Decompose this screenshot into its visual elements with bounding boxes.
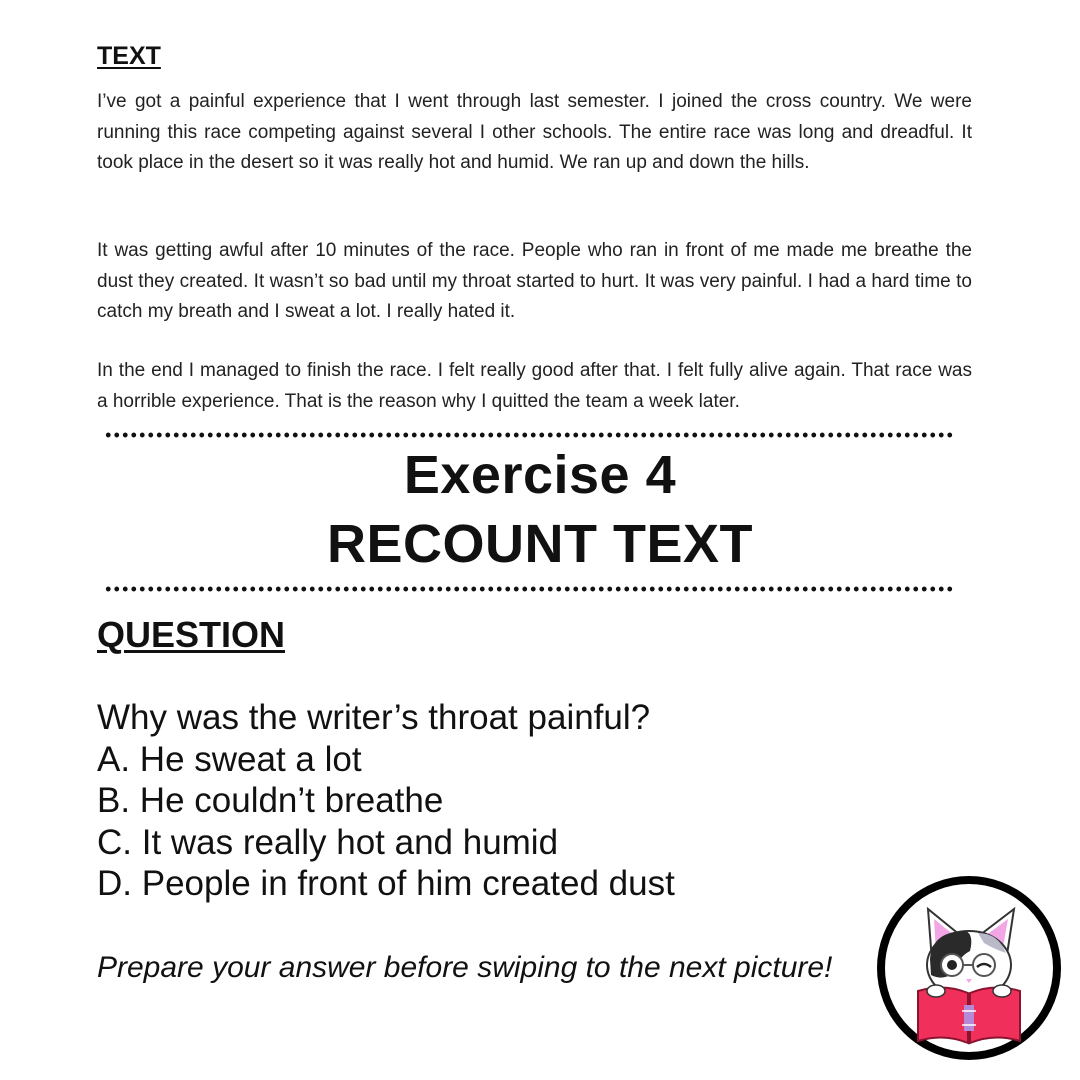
question-section-label: QUESTION <box>97 614 286 655</box>
title-exercise-number: Exercise 4 <box>403 445 677 505</box>
passage-paragraph-3: In the end I managed to finish the race. I felt really good after that. I felt fully alive again. That race was a horrible experience. That is the reason why I quitted the team a week later. <box>97 360 972 412</box>
answer-option-a: A. He sweat a lot <box>97 739 362 779</box>
cat-reading-book-icon <box>874 873 1064 1063</box>
title-text-type: RECOUNT TEXT <box>326 514 753 574</box>
answer-option-c: C. It was really hot and humid <box>97 822 559 862</box>
answer-option-d: D. People in front of him created dust <box>97 864 675 903</box>
answer-option-b: B. He couldn’t breathe <box>97 781 444 820</box>
passage-paragraph-1: I’ve got a painful experience that I went through last semester. I joined the cross country. We were running this race competing against several I other schools. The entire race was long and dreadful. It took place in the desert so it was really hot and humid. We ran up and down the hills. <box>97 91 972 173</box>
text-section-label: TEXT <box>97 42 161 70</box>
book-left-cover <box>918 987 968 1043</box>
dotted-divider-top <box>104 432 954 438</box>
dotted-divider-bottom <box>104 586 954 592</box>
passage-paragraph-2: It was getting awful after 10 minutes of the race. People who ran in front of me made me breathe the dust they created. It wasn’t so bad until my throat started to hurt. It was very painful. I had a hard time to catch my breath and I sweat a lot. I really hated it. <box>97 240 972 322</box>
swipe-prompt-note: Prepare your answer before swiping to the next picture! <box>97 951 833 984</box>
book-right-cover <box>970 987 1020 1043</box>
question-text: Why was the writer’s throat painful? <box>97 698 651 737</box>
cat-left-eye <box>947 960 957 970</box>
book-bookmark <box>964 1005 974 1031</box>
cat-right-paw <box>993 985 1011 997</box>
cat-left-paw <box>927 985 945 997</box>
question-block <box>97 697 675 905</box>
